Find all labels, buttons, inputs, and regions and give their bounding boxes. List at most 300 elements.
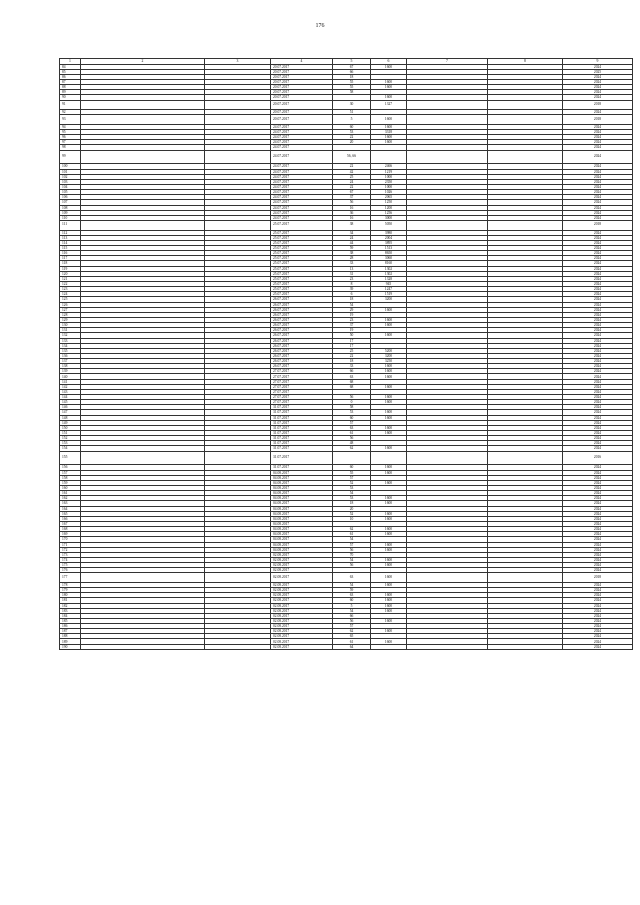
column-5-cell: 55 <box>333 80 371 85</box>
note-cell <box>488 100 563 110</box>
column-6-cell: 1600 <box>371 95 407 100</box>
date-cell: 24.07.2017 <box>271 190 333 195</box>
year-cell: 2024 <box>563 251 633 256</box>
year-cell: 2024 <box>563 532 633 537</box>
date-cell: 26.07.2017 <box>271 359 333 364</box>
column-5-cell: 54 <box>333 537 371 542</box>
row-number-cell: 148 <box>60 415 81 420</box>
date-cell: 26.07.2017 <box>271 348 333 353</box>
column-5-cell: 38 <box>333 251 371 256</box>
column-5-cell: 55 <box>333 470 371 475</box>
column-6-cell: 1600 <box>371 608 407 613</box>
row-number-cell: 120 <box>60 271 81 276</box>
row-number-cell: 179 <box>60 588 81 593</box>
column-5-cell: 61 <box>333 431 371 436</box>
works-cell <box>407 644 488 649</box>
note-cell <box>488 644 563 649</box>
works-cell <box>407 115 488 125</box>
row-number-cell: 132 <box>60 333 81 338</box>
column-5-cell: 52 <box>333 511 371 516</box>
year-cell: 2024 <box>563 369 633 374</box>
year-cell: 2024 <box>563 240 633 245</box>
row-number-cell: 173 <box>60 552 81 557</box>
year-cell: 2024 <box>563 74 633 79</box>
column-5-cell: 59 <box>333 245 371 250</box>
year-cell: 2024 <box>563 359 633 364</box>
row-number-cell: 137 <box>60 359 81 364</box>
table-row <box>60 100 633 110</box>
column-5-cell: 6 <box>333 292 371 297</box>
year-cell: 2018 <box>563 115 633 125</box>
date-cell: 26.07.2017 <box>271 338 333 343</box>
column-6-cell: 1513 <box>371 245 407 250</box>
column-5-cell: 67 <box>333 190 371 195</box>
column-6-cell: 1600 <box>371 480 407 485</box>
date-cell: 25.07.2017 <box>271 271 333 276</box>
year-cell: 2024 <box>563 210 633 215</box>
row-number-cell: 166 <box>60 516 81 521</box>
column-5-cell: 33 <box>333 364 371 369</box>
year-cell: 2024 <box>563 276 633 281</box>
column-6-cell: 1600 <box>371 395 407 400</box>
year-cell: 2024 <box>563 292 633 297</box>
row-number-cell: 161 <box>60 491 81 496</box>
column-6-cell: 1600 <box>371 140 407 145</box>
row-number-cell: 171 <box>60 542 81 547</box>
row-number-cell: 111 <box>60 220 81 230</box>
year-cell: 2024 <box>563 568 633 573</box>
row-number-cell: 138 <box>60 364 81 369</box>
date-cell: 24.07.2017 <box>271 205 333 210</box>
row-number-cell: 153 <box>60 441 81 446</box>
date-cell: 26.07.2017 <box>271 297 333 302</box>
column-5-cell: 18 <box>333 297 371 302</box>
year-cell: 2024 <box>563 135 633 140</box>
date-cell: 02.08.2017 <box>271 557 333 562</box>
column-6-cell <box>371 150 407 164</box>
column-6-cell: 1600 <box>371 369 407 374</box>
year-cell: 2024 <box>563 542 633 547</box>
column-5-cell: 13 <box>333 266 371 271</box>
date-cell: 25.07.2017 <box>271 266 333 271</box>
year-cell: 2024 <box>563 588 633 593</box>
year-cell: 2024 <box>563 328 633 333</box>
column-6-cell: 1600 <box>371 364 407 369</box>
column-6-cell: 2466 <box>371 164 407 169</box>
year-cell: 2024 <box>563 389 633 394</box>
year-cell: 2024 <box>563 317 633 322</box>
date-cell: 24.07.2017 <box>271 164 333 169</box>
cadastral-number-cell <box>205 100 271 110</box>
date-cell: 02.08.2017 <box>271 644 333 649</box>
column-6-cell: 1600 <box>371 563 407 568</box>
year-cell: 2024 <box>563 343 633 348</box>
address-cell <box>81 573 205 583</box>
column-5-cell: 53 <box>333 410 371 415</box>
column-6-cell: 1600 <box>371 532 407 537</box>
column-6-cell: 1600 <box>371 425 407 430</box>
column-5-cell: 22 <box>333 184 371 189</box>
column-6-cell: 1600 <box>371 415 407 420</box>
column-5-cell: 30 <box>333 100 371 110</box>
date-cell: 24.07.2017 <box>271 215 333 220</box>
row-number-cell: 160 <box>60 485 81 490</box>
year-cell: 2024 <box>563 634 633 639</box>
note-cell <box>488 115 563 125</box>
year-cell: 2024 <box>563 80 633 85</box>
column-6-cell <box>371 644 407 649</box>
year-cell: 2024 <box>563 608 633 613</box>
year-cell: 2024 <box>563 415 633 420</box>
date-cell: 24.07.2017 <box>271 195 333 200</box>
table-row <box>60 150 633 164</box>
column-5-cell: 24 <box>333 235 371 240</box>
column-5-cell: 8 <box>333 281 371 286</box>
year-cell: 2016 <box>563 451 633 465</box>
year-cell: 2024 <box>563 90 633 95</box>
column-5-cell: 63 <box>333 573 371 583</box>
table-row <box>60 451 633 465</box>
date-cell: 31.07.2017 <box>271 405 333 410</box>
date-cell: 04.08.2017 <box>271 532 333 537</box>
date-cell: 24.07.2017 <box>271 135 333 140</box>
year-cell: 2024 <box>563 557 633 562</box>
year-cell: 2024 <box>563 618 633 623</box>
date-cell: 04.08.2017 <box>271 501 333 506</box>
column-5-cell: 60 <box>333 415 371 420</box>
column-6-cell: 1600 <box>371 470 407 475</box>
year-cell: 2024 <box>563 613 633 618</box>
row-number-cell: 149 <box>60 420 81 425</box>
year-cell: 2024 <box>563 164 633 169</box>
date-cell: 31.07.2017 <box>271 425 333 430</box>
year-cell: 2024 <box>563 598 633 603</box>
row-number-cell: 108 <box>60 205 81 210</box>
column-6-cell: 1600 <box>371 446 407 451</box>
column-5-cell: 64 <box>333 644 371 649</box>
date-cell: 24.07.2017 <box>271 184 333 189</box>
row-number-cell: 164 <box>60 506 81 511</box>
column-6-cell: 1600 <box>371 516 407 521</box>
column-6-cell: 1600 <box>371 593 407 598</box>
row-number-cell: 141 <box>60 379 81 384</box>
date-cell: 26.07.2017 <box>271 317 333 322</box>
row-number-cell: 107 <box>60 200 81 205</box>
year-cell: 2024 <box>563 496 633 501</box>
year-cell: 2024 <box>563 379 633 384</box>
column-5-cell: 54 <box>333 302 371 307</box>
year-cell: 2024 <box>563 333 633 338</box>
column-5-cell: 62 <box>333 629 371 634</box>
row-number-cell: 189 <box>60 639 81 644</box>
row-number-cell: 152 <box>60 436 81 441</box>
column-5-cell: 57 <box>333 475 371 480</box>
year-cell: 2024 <box>563 374 633 379</box>
note-cell <box>488 220 563 230</box>
date-cell: 24.07.2017 <box>271 145 333 150</box>
column-5-cell: 17 <box>333 338 371 343</box>
row-number-cell: 113 <box>60 235 81 240</box>
column-6-cell: 1600 <box>371 135 407 140</box>
date-cell: 02.08.2017 <box>271 598 333 603</box>
year-cell: 2024 <box>563 446 633 451</box>
header-cell-8: 8 <box>488 59 563 65</box>
row-number-cell: 100 <box>60 164 81 169</box>
address-cell <box>81 100 205 110</box>
column-5-cell: 66 <box>333 369 371 374</box>
row-number-cell: 122 <box>60 281 81 286</box>
column-5-cell: 66 <box>333 613 371 618</box>
column-5-cell: 51 <box>333 110 371 115</box>
row-number-cell: 150 <box>60 425 81 430</box>
row-number-cell: 188 <box>60 634 81 639</box>
date-cell: 04.08.2017 <box>271 506 333 511</box>
column-5-cell: 34 <box>333 230 371 235</box>
column-6-cell: 1327 <box>371 100 407 110</box>
date-cell: 27.07.2017 <box>271 400 333 405</box>
column-5-cell: 28 <box>333 256 371 261</box>
row-number-cell: 99 <box>60 150 81 164</box>
year-cell: 2018 <box>563 220 633 230</box>
year-cell: 2024 <box>563 353 633 358</box>
row-number-cell: 169 <box>60 532 81 537</box>
row-number-cell: 190 <box>60 644 81 649</box>
column-5-cell: 54 <box>333 582 371 587</box>
column-5-cell: 29 <box>333 307 371 312</box>
works-cell <box>407 220 488 230</box>
row-number-cell: 114 <box>60 240 81 245</box>
date-cell: 27.07.2017 <box>271 395 333 400</box>
date-cell: 20.07.2017 <box>271 100 333 110</box>
date-cell: 25.07.2017 <box>271 281 333 286</box>
column-6-cell: 1600 <box>371 547 407 552</box>
date-cell: 04.08.2017 <box>271 537 333 542</box>
column-6-cell: 3980 <box>371 230 407 235</box>
header-cell-2: 2 <box>81 59 205 65</box>
year-cell: 2024 <box>563 95 633 100</box>
column-6-cell: 1250 <box>371 200 407 205</box>
year-cell: 2024 <box>563 184 633 189</box>
date-cell: 04.08.2017 <box>271 470 333 475</box>
address-cell <box>81 115 205 125</box>
column-5-cell: 39 <box>333 287 371 292</box>
column-5-cell: 24 <box>333 179 371 184</box>
year-cell: 2024 <box>563 169 633 174</box>
note-cell <box>488 451 563 465</box>
year-cell: 2024 <box>563 338 633 343</box>
year-cell: 2024 <box>563 200 633 205</box>
column-6-cell: 3250 <box>371 359 407 364</box>
column-6-cell: 1000 <box>371 174 407 179</box>
column-5-cell: 16 <box>333 205 371 210</box>
date-cell: 04.08.2017 <box>271 485 333 490</box>
date-cell: 26.07.2017 <box>271 343 333 348</box>
column-6-cell: 3060 <box>371 256 407 261</box>
date-cell: 24.07.2017 <box>271 150 333 164</box>
column-6-cell: 1200 <box>371 205 407 210</box>
date-cell: 02.08.2017 <box>271 613 333 618</box>
column-5-cell: 63 <box>333 425 371 430</box>
date-cell: 24.07.2017 <box>271 179 333 184</box>
row-number-cell: 109 <box>60 210 81 215</box>
year-cell: 2024 <box>563 110 633 115</box>
date-cell: 02.08.2017 <box>271 582 333 587</box>
row-number-cell: 165 <box>60 511 81 516</box>
row-number-cell: 187 <box>60 629 81 634</box>
date-cell: 24.07.2017 <box>271 124 333 129</box>
row-number-cell: 162 <box>60 496 81 501</box>
row-number-cell: 125 <box>60 297 81 302</box>
column-5-cell <box>333 451 371 465</box>
row-number-cell: 87 <box>60 80 81 85</box>
date-cell: 04.08.2017 <box>271 547 333 552</box>
row-number-cell: 147 <box>60 410 81 415</box>
date-cell: 26.07.2017 <box>271 307 333 312</box>
header-cell-9: 9 <box>563 59 633 65</box>
column-5-cell: 58 <box>333 90 371 95</box>
year-cell: 2024 <box>563 64 633 69</box>
date-cell: 04.08.2017 <box>271 542 333 547</box>
date-cell: 02.08.2017 <box>271 552 333 557</box>
date-cell: 25.07.2017 <box>271 256 333 261</box>
page-number: 176 <box>315 23 325 29</box>
column-6-cell: 1026 <box>371 190 407 195</box>
column-5-cell: 31 <box>333 271 371 276</box>
row-number-cell: 178 <box>60 582 81 587</box>
table-row <box>60 573 633 583</box>
column-5-cell: 53 <box>333 485 371 490</box>
year-cell: 2024 <box>563 395 633 400</box>
row-number-cell: 156 <box>60 465 81 470</box>
year-cell: 2024 <box>563 266 633 271</box>
column-6-cell: 1600 <box>371 85 407 90</box>
column-6-cell: 1302 <box>371 271 407 276</box>
column-5-cell: 54 <box>333 557 371 562</box>
year-cell: 2024 <box>563 384 633 389</box>
date-cell: 31.07.2017 <box>271 420 333 425</box>
date-cell: 25.07.2017 <box>271 220 333 230</box>
column-5-cell: 20 <box>333 140 371 145</box>
row-number-cell: 102 <box>60 174 81 179</box>
column-5-cell: 23 <box>333 276 371 281</box>
address-cell <box>81 220 205 230</box>
column-6-cell: 1328 <box>371 276 407 281</box>
column-6-cell: 3200 <box>371 353 407 358</box>
works-cell <box>407 150 488 164</box>
date-cell: 26.07.2017 <box>271 364 333 369</box>
cadastral-number-cell <box>205 644 271 649</box>
column-6-cell: 2350 <box>371 179 407 184</box>
row-number-cell: 98 <box>60 145 81 150</box>
year-cell: 2024 <box>563 644 633 649</box>
year-cell: 2024 <box>563 215 633 220</box>
column-6-cell: 1600 <box>371 333 407 338</box>
row-number-cell: 85 <box>60 69 81 74</box>
row-number-cell: 186 <box>60 624 81 629</box>
column-6-cell: 2065 <box>371 195 407 200</box>
column-6-cell: 1600 <box>371 639 407 644</box>
row-number-cell: 117 <box>60 256 81 261</box>
year-cell: 2024 <box>563 516 633 521</box>
column-6-cell: 1600 <box>371 511 407 516</box>
date-cell: 04.08.2017 <box>271 527 333 532</box>
row-number-cell: 136 <box>60 353 81 358</box>
column-5-cell: 63 <box>333 374 371 379</box>
row-number-cell: 93 <box>60 115 81 125</box>
year-cell: 2024 <box>563 521 633 526</box>
date-cell: 26.07.2017 <box>271 312 333 317</box>
date-cell: 02.08.2017 <box>271 624 333 629</box>
year-cell: 2024 <box>563 245 633 250</box>
cadastral-number-cell <box>205 573 271 583</box>
column-5-cell: 25 <box>333 174 371 179</box>
column-6-cell: 1600 <box>371 496 407 501</box>
row-number-cell: 140 <box>60 374 81 379</box>
column-6-cell: 1600 <box>371 400 407 405</box>
row-number-cell: 90 <box>60 95 81 100</box>
date-cell: 31.07.2017 <box>271 451 333 465</box>
column-5-cell: 22 <box>333 135 371 140</box>
column-6-cell: 1000 <box>371 184 407 189</box>
column-6-cell: 1519 <box>371 292 407 297</box>
column-6-cell: 3895 <box>371 240 407 245</box>
date-cell: 02.08.2017 <box>271 608 333 613</box>
column-6-cell: 1600 <box>371 410 407 415</box>
date-cell: 25.07.2017 <box>271 287 333 292</box>
column-6-cell: 1600 <box>371 80 407 85</box>
column-6-cell: 1600 <box>371 431 407 436</box>
year-cell: 2024 <box>563 537 633 542</box>
year-cell: 2024 <box>563 235 633 240</box>
header-cell-4: 4 <box>271 59 333 65</box>
date-cell: 02.08.2017 <box>271 639 333 644</box>
year-cell: 2024 <box>563 436 633 441</box>
row-number-cell: 163 <box>60 501 81 506</box>
column-5-cell: 60 <box>333 465 371 470</box>
date-cell: 04.08.2017 <box>271 496 333 501</box>
date-cell: 20.07.2017 <box>271 95 333 100</box>
year-cell: 2024 <box>563 281 633 286</box>
column-5-cell: 22 <box>333 353 371 358</box>
date-cell: 31.07.2017 <box>271 436 333 441</box>
column-6-cell: 1600 <box>371 465 407 470</box>
note-cell <box>488 150 563 164</box>
year-cell: 2024 <box>563 563 633 568</box>
date-cell: 20.07.2017 <box>271 80 333 85</box>
date-cell: 04.08.2017 <box>271 475 333 480</box>
column-5-cell: 57 <box>333 420 371 425</box>
column-6-cell: 1600 <box>371 629 407 634</box>
date-cell: 27.07.2017 <box>271 374 333 379</box>
column-5-cell: 50 <box>333 333 371 338</box>
row-number-cell: 105 <box>60 190 81 195</box>
row-number-cell: 116 <box>60 251 81 256</box>
column-5-cell: 62 <box>333 446 371 451</box>
column-6-cell: 1600 <box>371 124 407 129</box>
column-5-cell: 60 <box>333 124 371 129</box>
date-cell: 02.08.2017 <box>271 618 333 623</box>
row-number-cell: 101 <box>60 169 81 174</box>
date-cell: 27.07.2017 <box>271 369 333 374</box>
date-cell: 31.07.2017 <box>271 441 333 446</box>
year-cell: 2024 <box>563 271 633 276</box>
row-number-cell: 146 <box>60 405 81 410</box>
year-cell: 2024 <box>563 501 633 506</box>
column-6-cell: 3318 <box>371 130 407 135</box>
column-6-cell: 1600 <box>371 542 407 547</box>
year-cell: 2024 <box>563 364 633 369</box>
column-5-cell: 56 <box>333 395 371 400</box>
